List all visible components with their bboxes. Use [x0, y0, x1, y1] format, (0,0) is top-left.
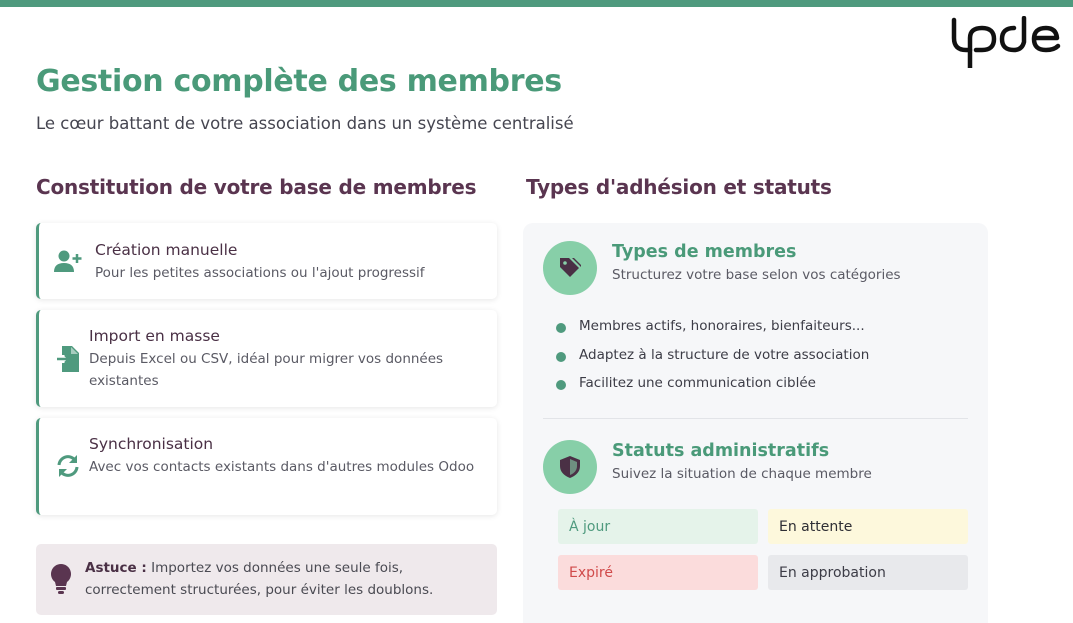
brand-logo: [950, 16, 1062, 68]
types-bullet: Membres actifs, honoraires, bienfaiteurs...: [558, 318, 865, 334]
types-title: Types de membres: [612, 242, 797, 262]
tip-text: [85, 557, 485, 601]
card-synchronisation[interactable]: [36, 418, 497, 515]
card-description: Depuis Excel ou CSV, idéal pour migrer vos données existantes: [89, 351, 444, 389]
status-badge-en-approbation: En approbation: [768, 555, 968, 590]
user-plus-icon: [53, 246, 83, 276]
card-title: Création manuelle: [95, 241, 238, 259]
statuses-subtitle: Suivez la situation de chaque membre: [612, 466, 872, 482]
left-section-heading: Constitution de votre base de membres: [36, 175, 477, 199]
tip-body: Importez vos données une seule fois, correctement structurées, pour éviter les doublons.: [85, 560, 434, 598]
card-import-en-masse[interactable]: [36, 310, 497, 407]
status-badge-expire: Expiré: [558, 555, 758, 590]
tip-box: [36, 544, 497, 615]
right-section-heading: Types d'adhésion et statuts: [526, 175, 832, 199]
card-description: Avec vos contacts existants dans d'autres modules Odoo: [89, 459, 475, 475]
tip-label: Astuce :: [85, 560, 147, 576]
card-title: Synchronisation: [89, 435, 214, 453]
types-subtitle: Structurez votre base selon vos catégories: [612, 267, 901, 283]
card-description: Pour les petites associations ou l'ajout progressif: [95, 265, 425, 281]
types-bullet: Facilitez une communication ciblée: [558, 375, 816, 391]
types-bullet: Adaptez à la structure de votre association: [558, 347, 869, 363]
lightbulb-icon: [50, 564, 72, 594]
card-title: Import en masse: [89, 327, 220, 345]
sync-icon: [53, 451, 83, 481]
card-creation-manuelle[interactable]: [36, 223, 497, 299]
file-import-icon: [53, 344, 83, 374]
page-subtitle: Le cœur battant de votre association dans un système centralisé: [36, 114, 574, 133]
tags-icon: [543, 241, 597, 295]
shield-icon: [543, 440, 597, 494]
status-badge-en-attente: En attente: [768, 509, 968, 544]
panel-divider: [543, 418, 968, 419]
top-accent-bar: [0, 0, 1073, 7]
status-badge-a-jour: À jour: [558, 509, 758, 544]
page-title: Gestion complète des membres: [36, 64, 562, 99]
statuses-title: Statuts administratifs: [612, 441, 830, 461]
